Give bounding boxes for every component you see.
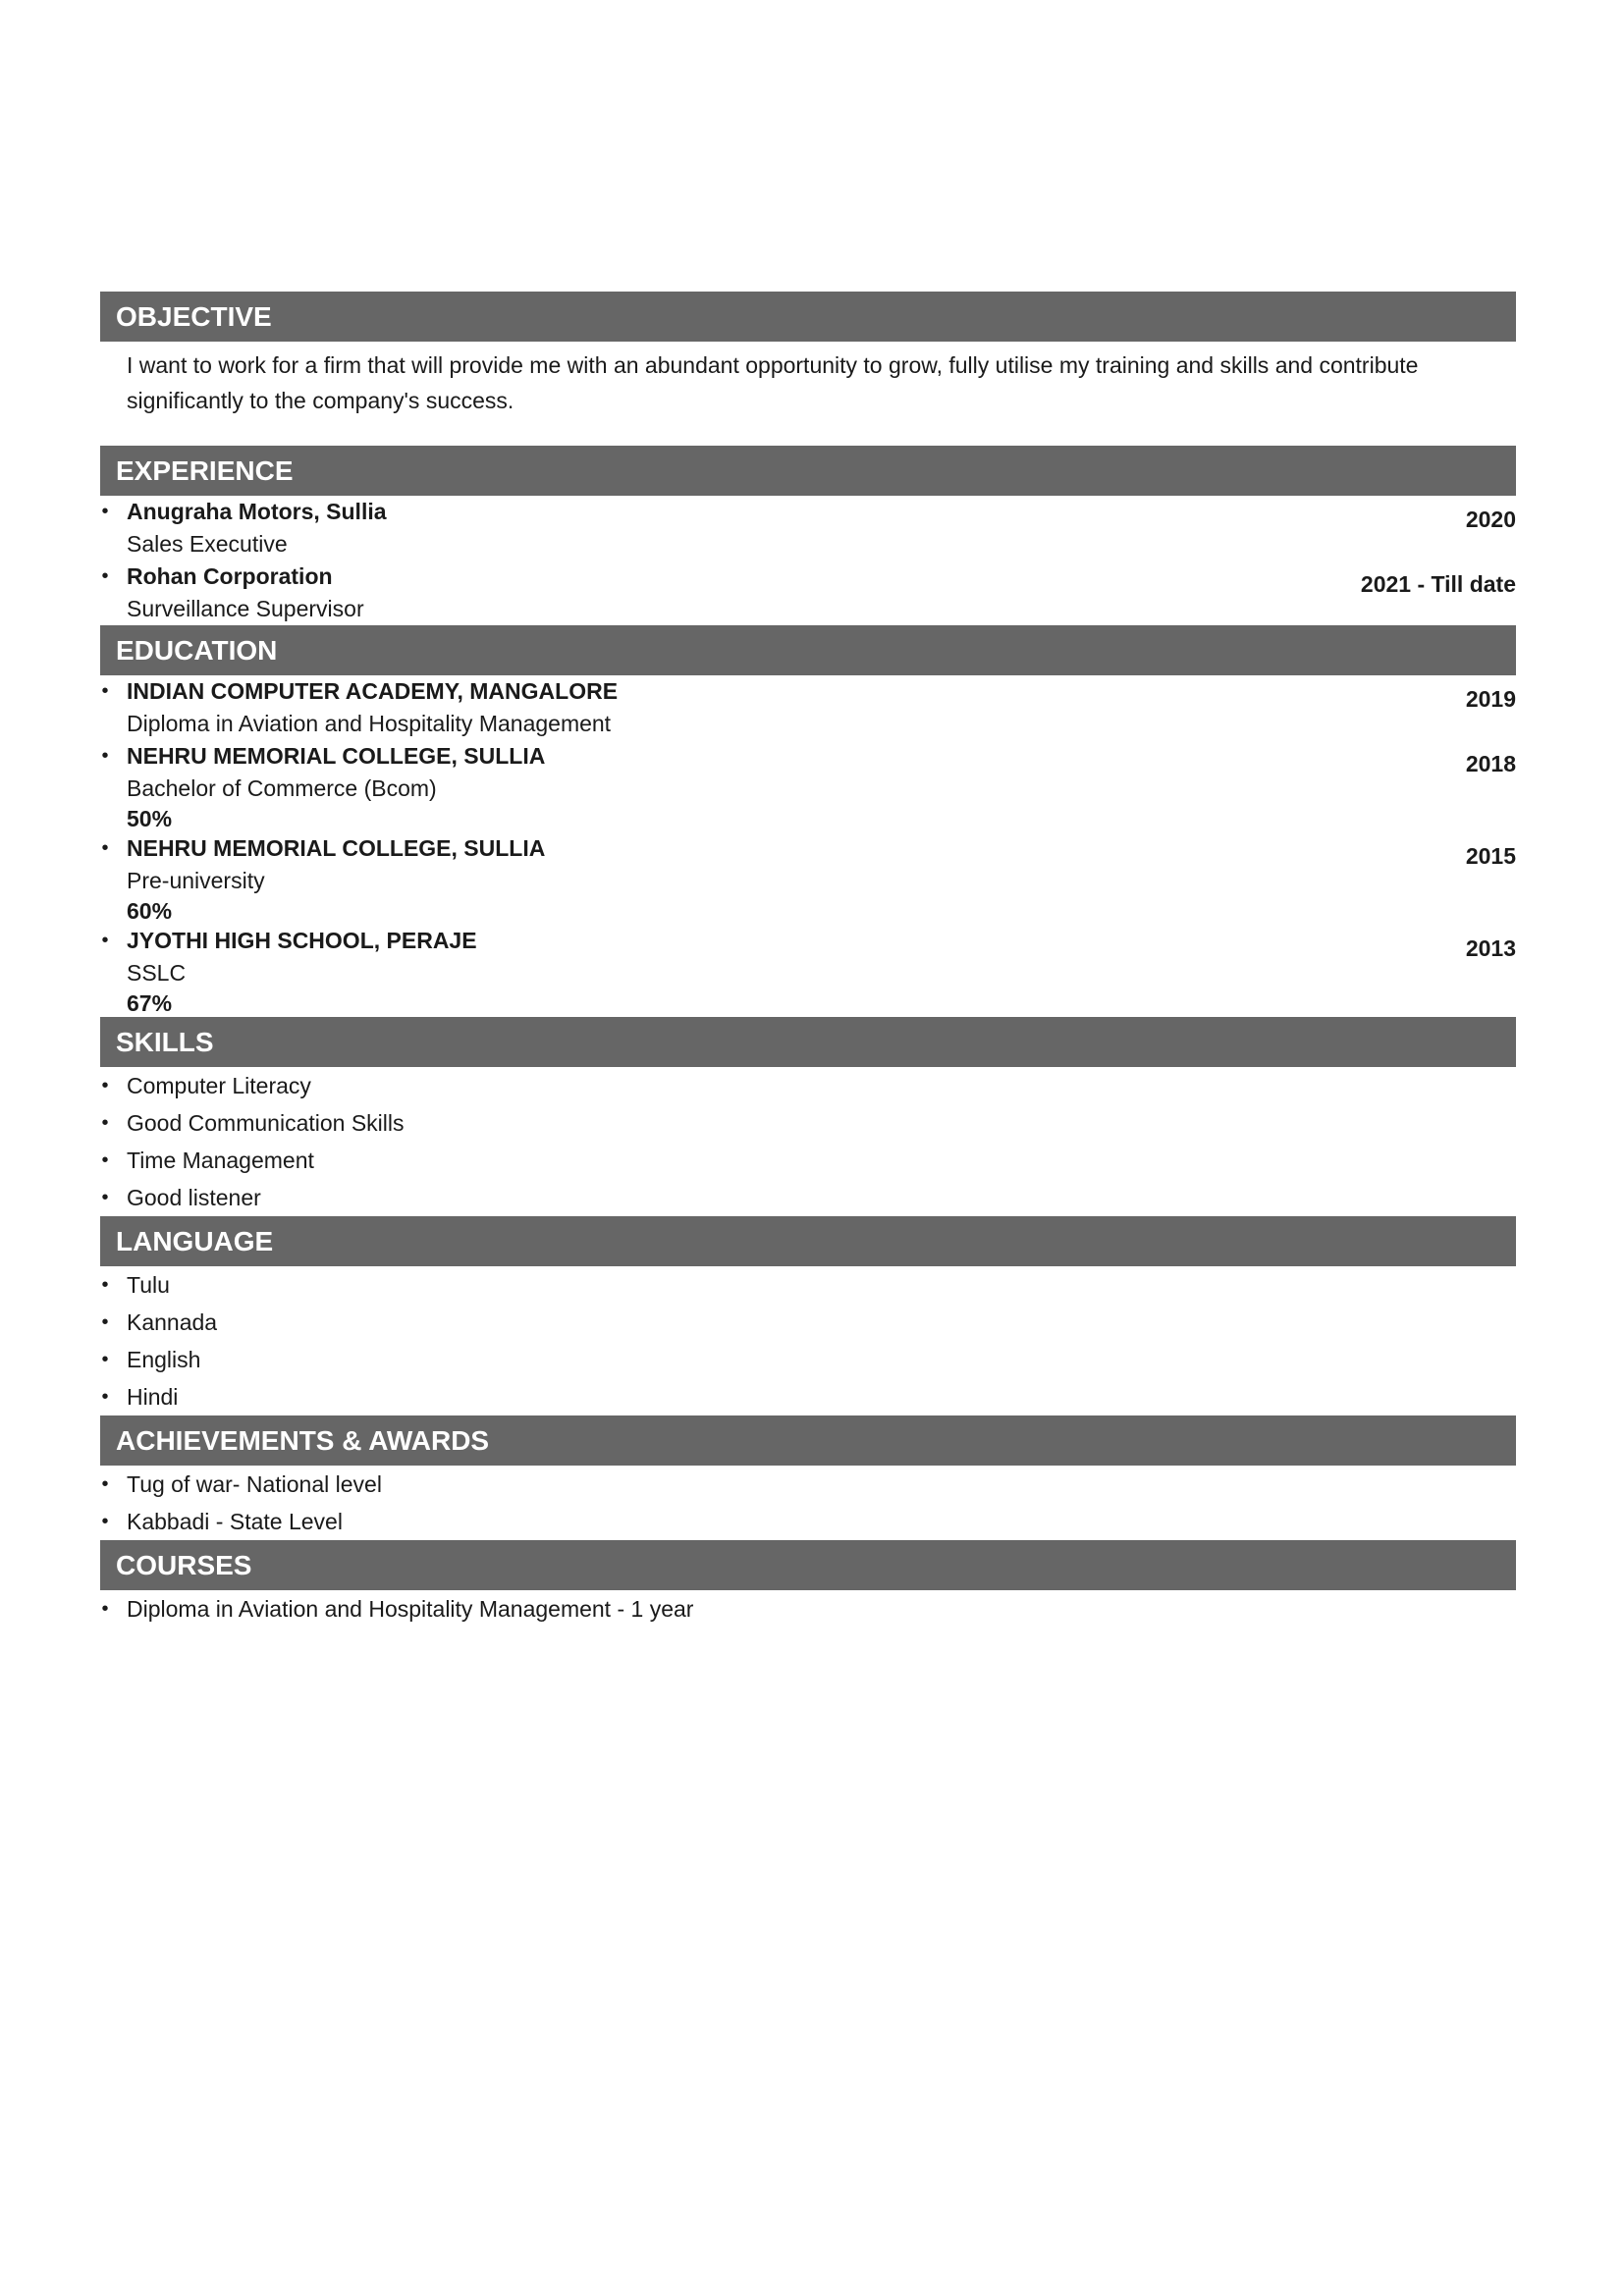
experience-role: Sales Executive — [127, 531, 288, 557]
skill-item — [100, 1067, 1516, 1104]
education-item — [100, 925, 1516, 1017]
education-course: Bachelor of Commerce (Bcom) — [127, 775, 437, 801]
education-year: 2018 — [1465, 751, 1516, 776]
bullet-icon: • — [101, 837, 109, 859]
language-label: Hindi — [127, 1384, 179, 1410]
courses-section — [100, 1540, 1516, 1628]
skill-item — [100, 1104, 1516, 1142]
skills-list — [100, 1067, 1516, 1216]
achievements-list — [100, 1466, 1516, 1540]
achievement-label: Kabbadi - State Level — [127, 1509, 343, 1534]
education-institution: NEHRU MEMORIAL COLLEGE, SULLIA — [127, 743, 546, 769]
objective-section — [100, 292, 1516, 432]
education-year: 2015 — [1465, 843, 1516, 869]
education-section — [100, 625, 1516, 1017]
bullet-icon: • — [101, 1075, 109, 1096]
language-item — [100, 1304, 1516, 1341]
objective-text: I want to work for a firm that will provide me with an abundant opportunity to grow, fully utilise my training and skills and contribute significantly to the company's success. — [127, 352, 1419, 413]
education-institution: NEHRU MEMORIAL COLLEGE, SULLIA — [127, 835, 546, 861]
bullet-icon: • — [101, 565, 109, 587]
achievements-section — [100, 1415, 1516, 1540]
experience-heading: EXPERIENCE — [100, 446, 1516, 496]
experience-company: Rohan Corporation — [127, 563, 333, 589]
course-label: Diploma in Aviation and Hospitality Management - 1 year — [127, 1596, 694, 1622]
education-course: Diploma in Aviation and Hospitality Management — [127, 711, 612, 736]
education-item — [100, 832, 1516, 925]
experience-role: Surveillance Supervisor — [127, 596, 364, 621]
experience-company: Anugraha Motors, Sullia — [127, 499, 387, 524]
experience-list — [100, 496, 1516, 625]
education-heading: EDUCATION — [100, 625, 1516, 675]
course-item — [100, 1590, 1516, 1628]
language-item — [100, 1266, 1516, 1304]
language-label: Kannada — [127, 1309, 218, 1335]
language-item — [100, 1341, 1516, 1378]
language-label: Tulu — [127, 1272, 170, 1298]
education-institution: INDIAN COMPUTER ACADEMY, MANGALORE — [127, 678, 619, 704]
achievements-heading: ACHIEVEMENTS & AWARDS — [100, 1415, 1516, 1466]
bullet-icon: • — [101, 1274, 109, 1296]
experience-item — [100, 561, 1516, 625]
bullet-icon: • — [101, 1598, 109, 1620]
education-institution: JYOTHI HIGH SCHOOL, PERAJE — [127, 928, 477, 953]
bullet-icon: • — [101, 680, 109, 702]
skill-item — [100, 1179, 1516, 1216]
experience-year: 2021 - Till date — [1360, 571, 1516, 597]
education-list — [100, 675, 1516, 1017]
education-score: 60% — [127, 898, 173, 924]
achievement-label: Tug of war- National level — [127, 1471, 382, 1497]
language-section — [100, 1216, 1516, 1415]
education-year: 2019 — [1465, 686, 1516, 712]
experience-item — [100, 496, 1516, 561]
language-item — [100, 1378, 1516, 1415]
bullet-icon: • — [101, 1349, 109, 1370]
objective-heading: OBJECTIVE — [100, 292, 1516, 342]
resume-page — [100, 292, 1516, 1628]
bullet-icon: • — [101, 930, 109, 951]
bullet-icon: • — [101, 1511, 109, 1532]
skills-section — [100, 1017, 1516, 1216]
courses-heading: COURSES — [100, 1540, 1516, 1590]
bullet-icon: • — [101, 1386, 109, 1408]
bullet-icon: • — [101, 501, 109, 522]
bullet-icon: • — [101, 1473, 109, 1495]
skill-label: Computer Literacy — [127, 1073, 311, 1098]
skill-label: Good listener — [127, 1185, 261, 1210]
bullet-icon: • — [101, 745, 109, 767]
achievement-item — [100, 1466, 1516, 1503]
education-year: 2013 — [1465, 935, 1516, 961]
bullet-icon: • — [101, 1311, 109, 1333]
experience-section — [100, 446, 1516, 625]
education-score: 67% — [127, 990, 173, 1016]
education-score: 50% — [127, 806, 173, 831]
education-course: SSLC — [127, 960, 187, 986]
skills-heading: SKILLS — [100, 1017, 1516, 1067]
skill-label: Good Communication Skills — [127, 1110, 405, 1136]
achievement-item — [100, 1503, 1516, 1540]
courses-list — [100, 1590, 1516, 1628]
education-item — [100, 675, 1516, 740]
education-course: Pre-university — [127, 868, 265, 893]
skill-label: Time Management — [127, 1148, 314, 1173]
bullet-icon: • — [101, 1187, 109, 1208]
language-label: English — [127, 1347, 201, 1372]
language-list — [100, 1266, 1516, 1415]
bullet-icon: • — [101, 1149, 109, 1171]
language-heading: LANGUAGE — [100, 1216, 1516, 1266]
skill-item — [100, 1142, 1516, 1179]
education-item — [100, 740, 1516, 832]
experience-year: 2020 — [1465, 507, 1516, 532]
bullet-icon: • — [101, 1112, 109, 1134]
